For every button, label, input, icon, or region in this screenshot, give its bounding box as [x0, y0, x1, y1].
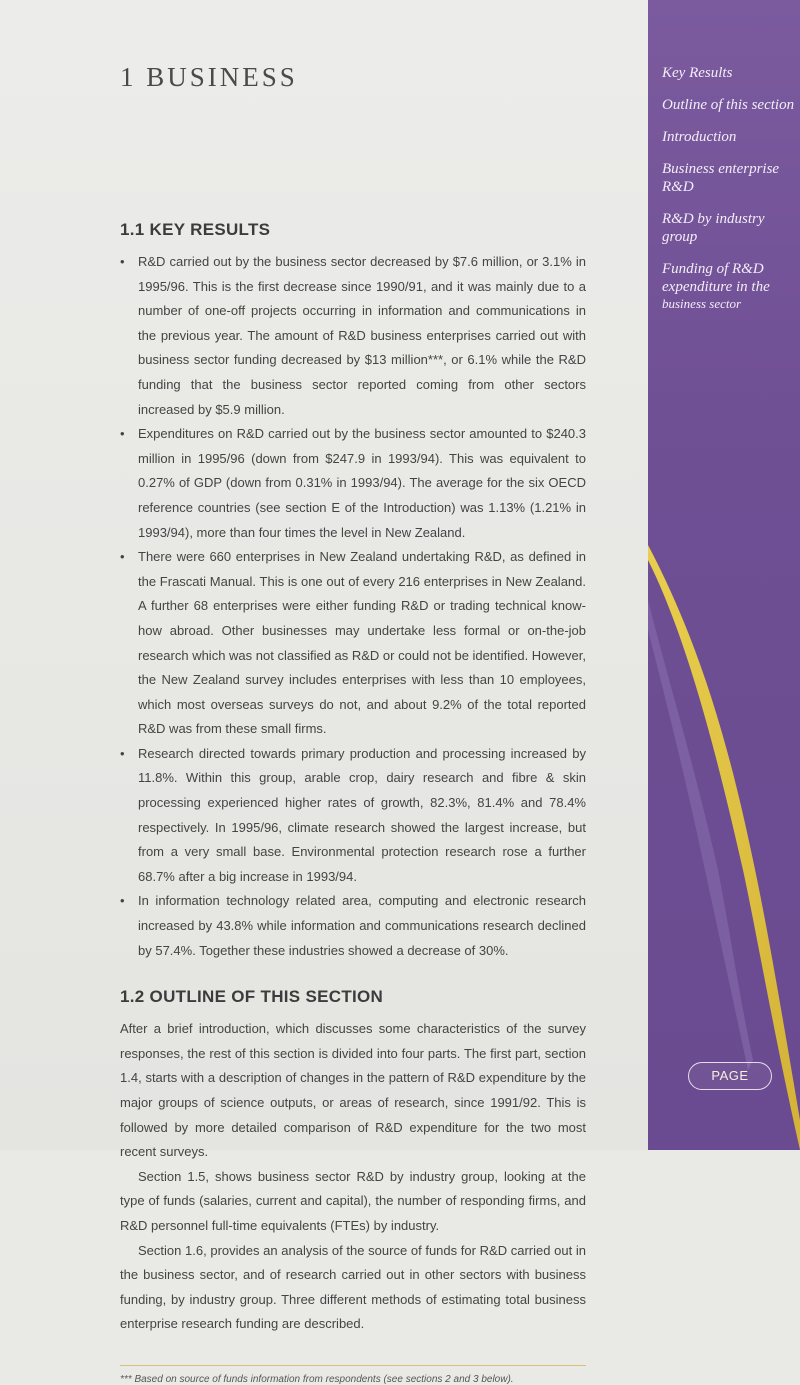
list-item: • There were 660 enterprises in New Zealand undertaking R&D, as defined in the Frascati Manual. This is one out of every 216 enterprises in New Zealand. A further 68 enterprises were either funding R&D or trading technical know-how abroad. Other businesses may undertake less formal or on-the-job research which was not classified as R&D or could not be identified. However, the New Zealand survey includes enterprises with less than 10 employees, which most overseas surveys do not, and about 9.2% of the total reported R&D was from these small firms.: [120, 545, 586, 742]
sidebar-item-rd-by-industry[interactable]: R&D by industry group: [662, 211, 765, 245]
list-item: • Expenditures on R&D carried out by the business sector amounted to $240.3 million in 1995/96 (down from $247.9 in 1993/94). This was equivalent to 0.27% of GDP (down from 0.31% in 1993/94). The average for the six OECD reference countries (see section E of the Introduction) was 1.13% (1.21% in 1993/94), more than four times the level in New Zealand.: [120, 422, 586, 545]
paragraph: Section 1.6, provides an analysis of the source of funds for R&D carried out in the business sector, and of research carried out in other sectors with business funding, by industry group. Three different methods of estimating total business enterprise research funding are described.: [120, 1242, 586, 1332]
paragraph: After a brief introduction, which discusses some characteristics of the survey responses, the rest of this section is divided into four parts. The first part, section 1.4, starts with a description of changes in the pattern of R&D expenditure by the major groups of science outputs, or areas of research, since 1991/92. This is followed by more detailed comparison of R&D expenditure for the two most recent surveys.: [120, 1021, 586, 1160]
sidebar-item-funding-line2: expenditure in the: [662, 279, 770, 295]
section-heading-outline: 1.2 OUTLINE OF THIS SECTION: [120, 987, 384, 1007]
sidebar-item-funding-line1: Funding of R&D: [662, 261, 764, 277]
sidebar: [648, 0, 800, 1150]
list-item: • In information technology related area, computing and electronic research increased by 43.8% while information and communications research declined by 57.4%. Together these industries showed a decrease of 30%.: [120, 889, 586, 963]
sidebar-item-business-enterprise-rd[interactable]: Business enterprise R&D: [662, 161, 780, 195]
paragraph: Section 1.5, shows business sector R&D by industry group, looking at the type of funds (salaries, current and capital), the number of responding firms, and R&D personnel full-time equivalents (FTEs) by industry.: [120, 1168, 586, 1233]
main-content: [120, 220, 586, 1385]
page-button[interactable]: PAGE: [688, 1062, 772, 1090]
sidebar-item-key-results[interactable]: Key Results: [662, 65, 733, 81]
sidebar-nav: [662, 64, 796, 325]
chapter-title: 1 BUSINESS: [120, 62, 298, 92]
section-heading-key-results: 1.1 KEY RESULTS: [120, 220, 271, 239]
sidebar-item-funding-line3: business sector: [662, 296, 742, 311]
key-results-list: [120, 250, 586, 963]
list-item: • Research directed towards primary production and processing increased by 11.8%. Within this group, arable crop, dairy research and fibre & skin processing experienced higher rates of growth, 82.3%, 81.4% and 78.4% respectively. In 1995/96, climate research showed the largest increase, but from a very small base. Environmental protection research rose a further 68.7% after a big increase in 1993/94.: [120, 742, 586, 890]
sidebar-item-outline[interactable]: Outline of this section: [662, 97, 795, 113]
footnote-divider: [120, 1365, 586, 1366]
list-item: • R&D carried out by the business sector decreased by $7.6 million, or 3.1% in 1995/96. This is the first decrease since 1990/91, and it was mainly due to a number of one-off projects occurring in information and communications in the previous year. The amount of R&D business enterprises carried out with business sector funding decreased by $13 million***, or 6.1% while the R&D funding that the business sector reported coming from other sectors increased by $5.9 million.: [120, 250, 586, 422]
sidebar-item-funding[interactable]: [662, 260, 796, 311]
footnote: *** Based on source of funds information from respondents (see sections 2 and 3 below).: [120, 1373, 514, 1385]
sidebar-item-introduction[interactable]: Introduction: [662, 129, 737, 145]
